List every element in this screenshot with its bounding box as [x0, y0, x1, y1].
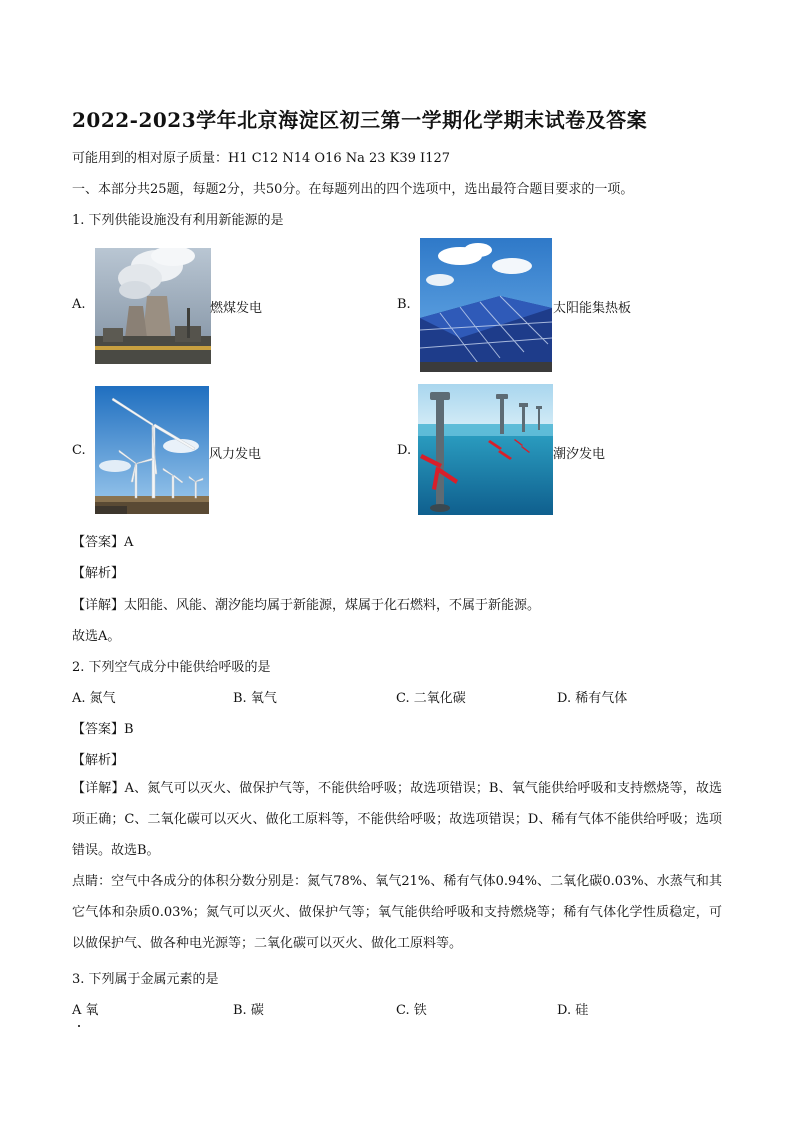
q1-detail: [72, 594, 540, 613]
q1-detail-tag: 【详解】: [72, 598, 125, 613]
q2-answer: 【答案】B: [72, 722, 134, 737]
option-a-label: 燃煤发电: [210, 301, 263, 316]
coal-power-plant-photo: [95, 248, 211, 364]
q2-option-d: D. 稀有气体: [557, 691, 628, 706]
option-d-label: 潮汐发电: [553, 447, 606, 462]
q2-detail-tag: 【详解】: [72, 781, 125, 796]
question-1-stem: 1. 下列供能设施没有利用新能源的是: [72, 213, 284, 228]
option-b-label: 太阳能集热板: [553, 301, 632, 316]
option-b-letter: B.: [397, 297, 411, 312]
stray-dot: [78, 1025, 80, 1027]
q2-detail: [72, 773, 722, 866]
q2-detail-text: A、氮气可以灭火、做保护气等，不能供给呼吸；故选项错误；B、氧气能供给呼吸和支持燃烧等，故选项正确；C、二氧化碳可以灭火、做化工原料等，不能供给呼吸；故选项错误；D、稀有气体不能供给呼吸；选项错误。故选B。: [72, 781, 722, 858]
q2-option-b: B. 氧气: [233, 691, 277, 706]
page-title: 2022-2023学年北京海淀区初三第一学期化学期末试卷及答案: [72, 108, 648, 132]
atomic-masses: 可能用到的相对原子质量：H1 C12 N14 O16 Na 23 K39 I127: [72, 151, 451, 166]
q2-analysis-heading: 【解析】: [72, 753, 125, 768]
section-heading: 一、本部分共25题，每题2分，共50分。在每题列出的四个选项中，选出最符合题目要求的一项。: [72, 182, 634, 197]
option-d-letter: D.: [397, 443, 412, 458]
q3-option-b: B. 碳: [233, 1003, 264, 1018]
q1-conclusion: 故选A。: [72, 629, 121, 644]
q3-option-d: D. 硅: [557, 1003, 589, 1018]
q2-note: 点睛：空气中各成分的体积分数分别是：氮气78%、氧气21%、稀有气体0.94%、二氧化碳0.03%、水蒸气和其它气体和杂质0.03%；氮气可以灭火、做保护气等；氧气能供给呼吸和支持燃烧等；稀有气体化学性质稳定，可以做保护气、做各种电光源等；二氧化碳可以灭火、做化工原料等。: [72, 874, 722, 951]
option-c-label: 风力发电: [209, 447, 262, 462]
question-3-stem: 3. 下列属于金属元素的是: [72, 972, 219, 987]
option-c-letter: C.: [72, 443, 86, 458]
q1-answer: 【答案】A: [72, 535, 134, 550]
q1-detail-text: 太阳能、风能、潮汐能均属于新能源，煤属于化石燃料，不属于新能源。: [124, 598, 541, 613]
solar-panel-photo: [420, 238, 552, 372]
q3-option-c: C. 铁: [396, 1003, 427, 1018]
q1-analysis-heading: 【解析】: [72, 566, 125, 581]
option-a-letter: A.: [72, 297, 86, 312]
wind-turbine-photo: [95, 386, 209, 514]
q2-option-c: C. 二氧化碳: [396, 691, 466, 706]
question-2-stem: 2. 下列空气成分中能供给呼吸的是: [72, 660, 271, 675]
q2-option-a: A. 氮气: [72, 691, 116, 706]
tidal-turbine-photo: [418, 384, 553, 515]
q3-option-a: A 氧: [72, 1003, 99, 1018]
